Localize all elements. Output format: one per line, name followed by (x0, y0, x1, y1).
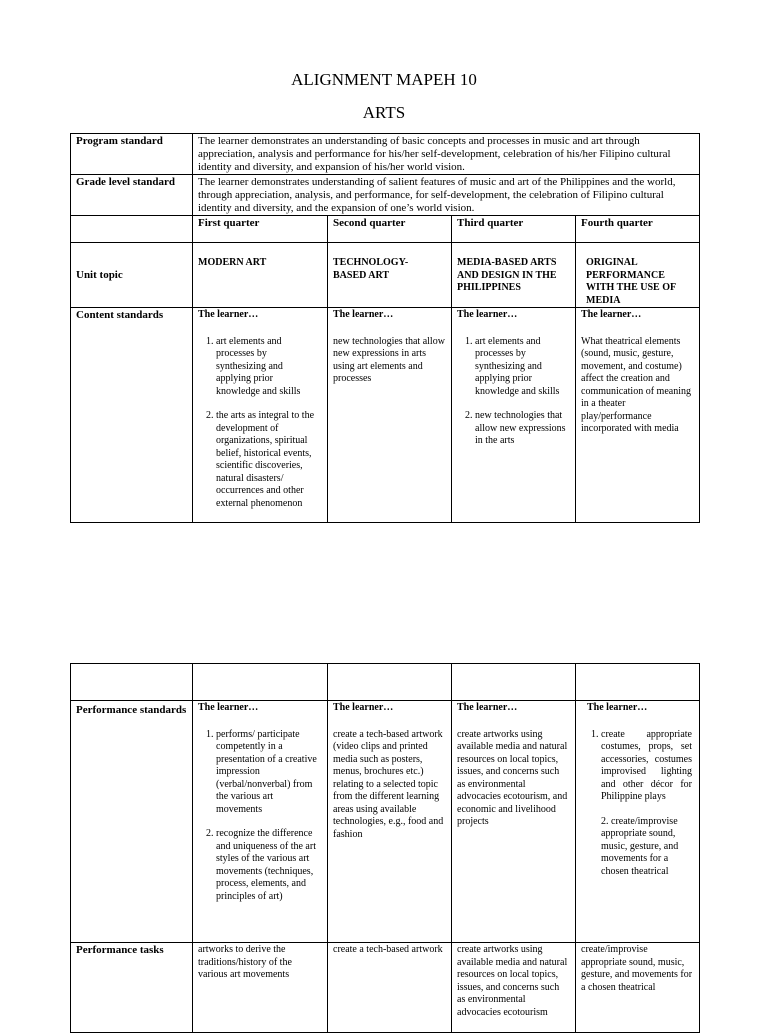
blank-cell (71, 664, 193, 701)
learner-heading: The learner… (333, 702, 394, 713)
learner-heading: The learner… (198, 702, 259, 713)
performance-q1 (193, 701, 328, 943)
quarter-header-2: Second quarter (328, 216, 452, 243)
content-q2 (328, 308, 452, 523)
program-standard-label: Program standard (71, 134, 193, 175)
learner-heading: The learner… (333, 309, 394, 320)
content-q4-text: What theatrical elements (sound, music, gesture, movement, and costume) affect the creation and communication of meaning in a theater play/performance incorporated with media (581, 335, 691, 434)
blank-cell (452, 664, 576, 701)
page-subtitle: ARTS (362, 103, 406, 122)
performance-tasks-label: Performance tasks (71, 943, 193, 1033)
quarter-header-blank (71, 216, 193, 243)
program-standard-text: The learner demonstrates an understanding of basic concepts and processes in music and art through appreciation, analysis and performance for his/her self-development, celebration of his/her Filipino cultural identity and diversity, and expansion of his/her world vision. (193, 134, 700, 175)
content-q4 (576, 308, 700, 523)
unit-topic-2: TECHNOLOGY-BASED ART (328, 243, 452, 308)
content-q1-item: 1. art elements and processes by synthesizing and applying prior knowledge and skills (216, 336, 318, 399)
tasks-q3: create artworks using available media and natural resources on local topics, issues, and concerns such as environmental advocacies ecotourism (452, 943, 576, 1033)
content-q2-text: new technologies that allow new expressions in arts using art elements and processes (333, 335, 445, 384)
performance-q1-item: 1. performs/ participate competently in a presentation of a creative impression (verbal/nonverbal) from the various art movements (216, 729, 318, 817)
performance-q2 (328, 701, 452, 943)
unit-topic-label: Unit topic (71, 243, 193, 308)
learner-heading: The learner… (457, 702, 518, 713)
page-title: ALIGNMENT MAPEH 10 (291, 70, 477, 89)
performance-q4-item: 1. create appropriate costumes, props, set accessories, costumes improvised lighting and other décor for Philippine plays (601, 729, 692, 804)
performance-standards-label: Performance standards (71, 701, 193, 943)
content-q3-item: 2. new technologies that allow new expressions in the arts (475, 410, 566, 448)
content-q1 (193, 308, 328, 523)
performance-q4-extra: 2. create/improvise appropriate sound, music, gesture, and movements for a chosen theatrical (601, 815, 679, 877)
unit-topic-1: MODERN ART (193, 243, 328, 308)
tasks-q2: create a tech-based artwork (328, 943, 452, 1033)
grade-level-standard-text: The learner demonstrates understanding of salient features of music and art of the Philippines and the world, through appreciation, analysis, and performance, for self-development, the celebration of Filipino cultural identity and diversity, and the expansion of one’s world vision. (193, 175, 700, 216)
tasks-q4: create/improvise appropriate sound, music, gesture, and movements for a chosen theatrical (576, 943, 700, 1033)
performance-q3 (452, 701, 576, 943)
performance-q2-text: create a tech-based artwork (video clips and printed media such as posters, menus, brochures etc.) relating to a selected topic from the different learning areas using available technologies, e.g., food and fashion (333, 728, 444, 840)
learner-heading: The learner… (457, 309, 518, 320)
alignment-table-2 (70, 663, 700, 1033)
performance-q1-item: 2. recognize the difference and uniqueness of the art styles of the various art movements (techniques, process, elements, and principles of art) (216, 828, 318, 903)
content-q3 (452, 308, 576, 523)
unit-topic-3: MEDIA-BASED ARTS AND DESIGN IN THE PHILIPPINES (452, 243, 576, 308)
unit-topic-4: ORIGINAL PERFORMANCE WITH THE USE OF MEDIA (576, 243, 700, 308)
learner-heading: The learner… (581, 309, 642, 320)
quarter-header-3: Third quarter (452, 216, 576, 243)
quarter-header-4: Fourth quarter (576, 216, 700, 243)
alignment-table-1 (70, 133, 700, 523)
content-standards-label: Content standards (71, 308, 193, 523)
blank-cell (328, 664, 452, 701)
blank-cell (193, 664, 328, 701)
content-q3-item: 1. art elements and processes by synthesizing and applying prior knowledge and skills (475, 336, 566, 399)
performance-q3-text: create artworks using available media and natural resources on local topics, issues, and concerns such as environmental advocacies ecotourism, and economic and livelihood projects (457, 728, 568, 827)
learner-heading: The learner… (587, 702, 648, 713)
performance-q4 (576, 701, 700, 943)
quarter-header-1: First quarter (193, 216, 328, 243)
blank-cell (576, 664, 700, 701)
learner-heading: The learner… (198, 309, 259, 320)
grade-level-standard-label: Grade level standard (71, 175, 193, 216)
tasks-q1: artworks to derive the traditions/history of the various art movements (193, 943, 328, 1033)
content-q1-item: 2. the arts as integral to the development of organizations, spiritual belief, historical events, scientific discoveries, natural disasters/ occurrences and other external phenomenon (216, 410, 318, 510)
